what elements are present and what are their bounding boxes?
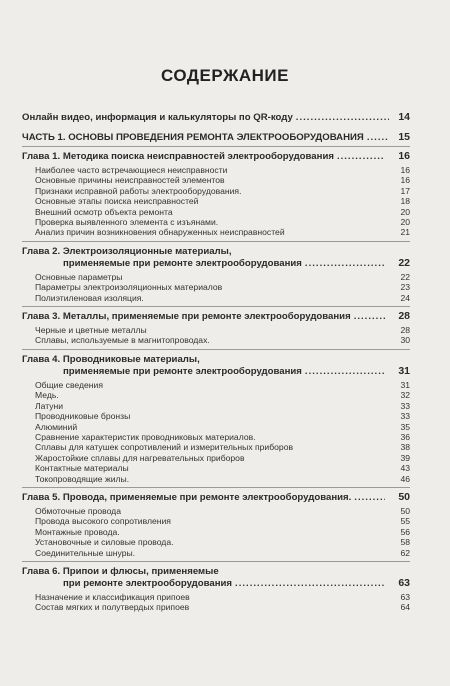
- toc-page-number: 36: [400, 431, 410, 442]
- toc-subentry-text: Черные и цветные металлы: [35, 325, 147, 336]
- dot-leader: [354, 492, 385, 503]
- dot-leader: [354, 311, 385, 322]
- toc-page-number: 28: [400, 325, 410, 336]
- chapter-block: [22, 311, 410, 346]
- chapter-block: [22, 151, 410, 238]
- toc-page-number: 33: [400, 411, 410, 422]
- toc-subentry-text: Сплавы для катушек сопротивлений и измерительных приборов: [35, 442, 294, 453]
- toc-subentry[interactable]: [22, 196, 410, 206]
- chapter-separator: [22, 487, 410, 488]
- toc-subentry[interactable]: [22, 401, 410, 411]
- chapter-list: [22, 146, 410, 613]
- toc-subentry-text: Жаростойкие сплавы для нагревательных приборов: [35, 452, 245, 463]
- toc-page-number: 43: [400, 463, 410, 474]
- toc-page-number: 22: [400, 271, 410, 282]
- toc-page-number: 20: [400, 217, 410, 228]
- toc-subentry[interactable]: [22, 474, 410, 484]
- chapter-block: [22, 492, 410, 558]
- dot-leader: [305, 258, 385, 269]
- toc-subentry-text: Наиболее часто встречающиеся неисправности: [35, 165, 228, 175]
- toc-page-number: 63: [398, 576, 410, 589]
- toc-page-number: 20: [400, 206, 410, 217]
- toc-subentry-text: Сплавы, используемые в магнитопроводах.: [35, 335, 210, 346]
- toc-subentry-text: Параметры электроизоляционных материалов: [35, 282, 223, 293]
- toc-subentry[interactable]: [22, 175, 410, 185]
- toc-page-number: 58: [400, 537, 410, 548]
- toc-subentry[interactable]: [22, 411, 410, 421]
- toc-subentry[interactable]: [22, 282, 410, 292]
- toc-subentry-text: Соединительные шнуры.: [35, 547, 136, 558]
- toc-subentry-text: Назначение и классификация припоев: [35, 591, 190, 602]
- dot-leader: [305, 366, 385, 377]
- toc-subentry-text: Установочные и силовые провода.: [35, 537, 174, 548]
- toc-subentry-text: Контактные материалы: [35, 463, 129, 474]
- dot-leader: [235, 578, 385, 589]
- chapter-separator: [22, 306, 410, 307]
- chapter-separator: [22, 349, 410, 350]
- toc-subentry[interactable]: [22, 516, 410, 526]
- toc-entry-text: Глава 1. Методика поиска неисправностей электрооборудования: [22, 151, 334, 162]
- toc-entry-text: Глава 3. Металлы, применяемые при ремонте электрооборудования: [22, 311, 351, 323]
- toc-subentry[interactable]: [22, 537, 410, 547]
- toc-page-number: 23: [400, 282, 410, 293]
- toc-subentry-text: Обмоточные провода: [35, 505, 121, 516]
- toc-subentry-text: Состав мягких и полутвердых припоев: [35, 602, 190, 613]
- toc-subentry[interactable]: [22, 506, 410, 516]
- toc-subentry-text: Внешний осмотр объекта ремонта: [35, 206, 173, 217]
- toc-subentry-text: Провода высокого сопротивления: [35, 516, 171, 527]
- toc-subentry-text: Проверка выявленного элемента с изъянами.: [35, 217, 219, 228]
- toc-subentry[interactable]: [22, 548, 410, 558]
- chapter-heading[interactable]: [22, 578, 410, 589]
- toc-subentry[interactable]: [22, 453, 410, 463]
- toc-subentry[interactable]: [22, 442, 410, 452]
- toc-entry-text: применяемые при ремонте электрооборудования: [63, 365, 302, 377]
- chapter-heading-line[interactable]: Глава 4. Проводниковые материалы,: [22, 353, 200, 365]
- toc-subentry[interactable]: [22, 527, 410, 537]
- toc-entry-text: ЧАСТЬ 1. ОСНОВЫ ПРОВЕДЕНИЯ РЕМОНТА ЭЛЕКТРООБОРУДОВАНИЯ: [22, 132, 364, 143]
- toc-subentry[interactable]: [22, 207, 410, 217]
- toc-subentry-text: Общие сведения: [35, 379, 103, 390]
- toc-subentry[interactable]: [22, 293, 410, 303]
- toc-subentry[interactable]: [22, 390, 410, 400]
- toc-subentry-text: Медь.: [35, 390, 59, 401]
- toc-subentry[interactable]: [22, 432, 410, 442]
- chapter-heading[interactable]: [22, 366, 410, 377]
- toc-subentry-text: Анализ причин возникновения обнаруженных неисправностей: [35, 227, 285, 238]
- toc-page-number: 32: [400, 390, 410, 401]
- chapter-block: [22, 246, 410, 303]
- toc-subentry-text: Основные причины неисправностей элементов: [35, 175, 225, 186]
- toc-subentry[interactable]: [22, 380, 410, 390]
- toc-subentry[interactable]: [22, 227, 410, 237]
- chapter-block: [22, 354, 410, 484]
- toc-page-number: 64: [400, 602, 410, 613]
- toc-page-number: 39: [400, 452, 410, 463]
- dot-leader: [337, 151, 385, 162]
- chapter-separator: [22, 561, 410, 562]
- toc-page-number: 28: [398, 310, 410, 323]
- toc-subentry-text: Полиэтиленовая изоляция.: [35, 292, 144, 303]
- toc-subentry[interactable]: [22, 272, 410, 282]
- toc-page-number: 22: [398, 256, 410, 269]
- toc-page-number: 62: [400, 547, 410, 558]
- toc-page-number: 15: [398, 131, 410, 143]
- toc-subentry[interactable]: [22, 325, 410, 335]
- toc-subentry[interactable]: [22, 602, 410, 612]
- toc-page-number: 14: [398, 111, 410, 123]
- toc-entry-text: Онлайн видео, информация и калькуляторы по QR-коду: [22, 112, 293, 123]
- toc-subentry-text: Основные этапы поиска неисправностей: [35, 196, 199, 207]
- toc-page-number: 55: [400, 516, 410, 527]
- toc-subentry[interactable]: [22, 335, 410, 345]
- toc-page-number: 31: [398, 364, 410, 377]
- toc-subentry-text: Токопроводящие жилы.: [35, 473, 130, 484]
- toc-page-number: 46: [400, 473, 410, 484]
- toc-entry-text: применяемые при ремонте электрооборудования: [63, 257, 302, 269]
- toc-subentry[interactable]: [22, 217, 410, 227]
- toc-entry-part1[interactable]: [22, 132, 410, 143]
- page-title: СОДЕРЖАНИЕ: [161, 66, 289, 85]
- toc-entry-text: при ремонте электрооборудования: [63, 577, 233, 589]
- toc-subentry[interactable]: [22, 592, 410, 602]
- chapter-block: [22, 566, 410, 613]
- toc-page-number: 16: [400, 175, 410, 186]
- toc-entry-text: Глава 5. Провода, применяемые при ремонте электрооборудования.: [22, 491, 352, 503]
- toc-page-number: 33: [400, 400, 410, 411]
- toc-page-number: 56: [400, 526, 410, 537]
- toc-page-number: 18: [400, 196, 410, 207]
- toc-subentry-text: Монтажные провода.: [35, 526, 120, 537]
- toc-subentry-text: Алюминий: [35, 421, 78, 432]
- toc-subentry-text: Признаки исправной работы электрооборудования.: [35, 185, 242, 196]
- toc-page-number: 63: [400, 591, 410, 602]
- toc-entry-intro[interactable]: [22, 112, 410, 123]
- dot-leader: [367, 132, 389, 143]
- dot-leader: [296, 112, 389, 123]
- chapter-separator: [22, 146, 410, 147]
- toc-subentry[interactable]: [22, 463, 410, 473]
- toc-subentry[interactable]: [22, 422, 410, 432]
- toc-page-number: 24: [400, 292, 410, 303]
- toc-page-number: 16: [400, 165, 410, 175]
- toc-page-number: 50: [398, 490, 410, 503]
- toc-page-number: 35: [400, 421, 410, 432]
- table-of-contents: [22, 112, 410, 613]
- toc-subentry-text: Сравнение характеристик проводниковых материалов.: [35, 431, 256, 442]
- chapter-heading[interactable]: [22, 311, 410, 322]
- toc-subentry-text: Проводниковые бронзы: [35, 411, 131, 422]
- chapter-heading[interactable]: [22, 492, 410, 503]
- chapter-heading[interactable]: [22, 258, 410, 269]
- toc-page-number: 30: [400, 335, 410, 346]
- toc-page-number: 31: [400, 379, 410, 390]
- toc-page-number: 17: [400, 185, 410, 196]
- chapter-heading-line[interactable]: Глава 6. Припои и флюсы, применяемые: [22, 565, 219, 577]
- chapter-heading-line[interactable]: Глава 2. Электроизоляционные материалы,: [22, 245, 232, 257]
- toc-page-number: 16: [398, 150, 410, 162]
- toc-subentry[interactable]: [22, 186, 410, 196]
- chapter-separator: [22, 241, 410, 242]
- toc-page-number: 38: [400, 442, 410, 453]
- toc-page-number: 21: [400, 227, 410, 238]
- toc-subentry-text: Основные параметры: [35, 271, 123, 282]
- toc-subentry-text: Латуни: [35, 400, 64, 411]
- toc-page-number: 50: [400, 505, 410, 516]
- chapter-heading[interactable]: [22, 151, 410, 162]
- toc-subentry[interactable]: [22, 165, 410, 175]
